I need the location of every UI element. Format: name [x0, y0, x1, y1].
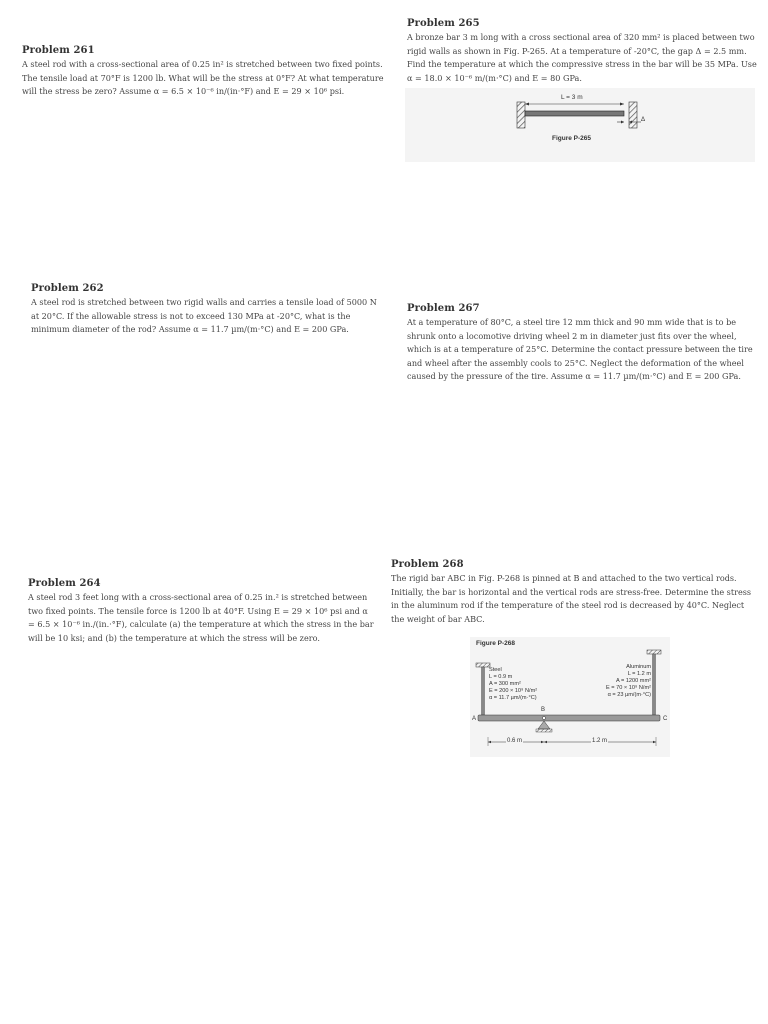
aluminum-properties — [606, 664, 651, 699]
steel-length: L = 0.9 m — [489, 674, 513, 680]
steel-alpha: α = 11.7 µm/(m·°C) — [489, 695, 537, 701]
left-support — [476, 663, 490, 667]
aluminum-label: Aluminum — [626, 664, 651, 670]
problem-262 — [31, 283, 387, 337]
problem-text: A bronze bar 3 m long with a cross sectional area of 320 mm² is placed between two rigid walls as shown in Fig. P-265. At a temperature of -20°C, the gap Δ = 2.5 mm. Find the temperature at which the compressive stress in the bar will be 35 MPa. Use α = 18.0 × 10⁻⁶ m/(m·°C) and E = 80 GPa. — [407, 32, 757, 83]
rigid-bar-abc — [478, 715, 660, 721]
problem-text: A steel rod with a cross-sectional area of 0.25 in² is stretched between two fixed points. The tensile load at 70°F is 1200 lb. What will be the stress at 0°F? At what temperature will the stress be zero? Assume α = 6.5 × 10⁻⁶ in/(in·°F) and E = 29 × 10⁶ psi. — [22, 59, 384, 97]
problem-text: The rigid bar ABC in Fig. P-268 is pinned at B and attached to the two vertical rods. Initially, the bar is horizontal and the vertical rods are stress-free. Determine the stress in the aluminum rod if the temperature of the steel rod is decreased by 40°C. Neglect the weight of bar ABC. — [391, 573, 752, 624]
steel-properties — [489, 667, 537, 702]
problem-text: A steel rod 3 feet long with a cross-sectional area of 0.25 in.² is stretched between two fixed points. The tensile force is 1200 lb at 40°F. Using E = 29 × 10⁶ psi and α = 6.5 × 10⁻⁶ in./(in.·°F), calculate (a) the temperature at which the stress in the bar will be 10 ksi; and (b) the temperature at which the stress will be zero. — [28, 592, 374, 643]
bronze-bar — [525, 111, 624, 116]
aluminum-rod — [653, 654, 656, 715]
aluminum-length: L = 1.2 m — [627, 671, 651, 677]
gap-label: Δ — [641, 117, 646, 123]
aluminum-modulus: E = 70 × 10⁹ N/m² — [606, 685, 651, 691]
dimension-right: 1.2 m — [592, 738, 608, 744]
figure-p265 — [405, 88, 755, 162]
steel-modulus: E = 200 × 10⁹ N/m² — [489, 688, 538, 694]
right-support — [647, 650, 661, 654]
problem-title: Problem 261 — [22, 45, 95, 56]
figure-p268 — [470, 637, 670, 757]
point-a-label: A — [472, 716, 477, 722]
aluminum-area: A = 1200 mm² — [616, 678, 651, 684]
problem-text: At a temperature of 80°C, a steel tire 12 mm thick and 90 mm wide that is to be shrunk onto a locomotive driving wheel 2 m in diameter just fits over the wheel, which is at a temperature of 25°C. Determine the contact pressure between the tire and wheel after the assembly cools to 25°C. Neglect the deformation of the wheel caused by the pressure of the tire. Assume α = 11.7 µm/(m·°C) and E = 200 GPa. — [407, 317, 753, 382]
figure-caption: Figure P-268 — [476, 640, 516, 647]
problem-265 — [407, 18, 757, 85]
dimension-left: 0.6 m — [507, 738, 523, 744]
problem-title: Problem 267 — [407, 303, 480, 314]
problem-text: A steel rod is stretched between two rigid walls and carries a tensile load of 5000 N at 20°C. If the allowable stress is not to exceed 130 MPa at -20°C, what is the minimum diameter of the rod? Assume α = 11.7 µm/(m·°C) and E = 200 GPa. — [31, 297, 377, 335]
point-b-label: B — [541, 707, 546, 713]
problem-title: Problem 264 — [28, 578, 101, 589]
point-c-label: C — [663, 716, 668, 722]
right-wall — [629, 102, 637, 128]
figure-caption: Figure P-265 — [552, 135, 592, 142]
problem-261 — [22, 45, 396, 99]
left-wall — [517, 102, 525, 128]
problem-268 — [391, 559, 759, 626]
length-label: L = 3 m — [561, 94, 583, 101]
steel-label: Steel — [489, 667, 502, 673]
steel-rod — [482, 667, 485, 715]
problem-267 — [407, 303, 759, 384]
aluminum-alpha: α = 23 µm/(m·°C) — [607, 692, 651, 698]
problem-title: Problem 265 — [407, 18, 480, 29]
problem-title: Problem 262 — [31, 283, 104, 294]
problem-title: Problem 268 — [391, 559, 464, 570]
steel-area: A = 300 mm² — [489, 681, 521, 687]
problem-264 — [28, 578, 376, 645]
pin-support-b — [538, 721, 550, 729]
